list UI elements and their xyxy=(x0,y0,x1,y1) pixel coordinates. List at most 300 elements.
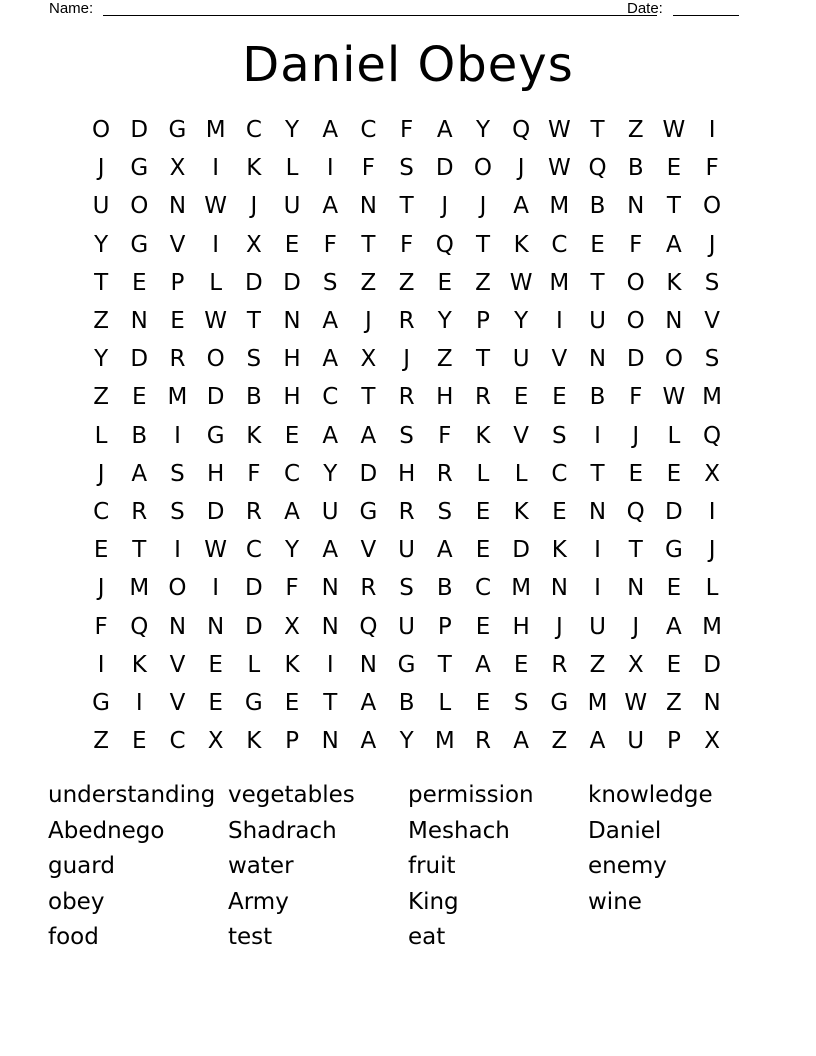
grid-letter: U xyxy=(321,498,339,525)
grid-letter: B xyxy=(245,384,262,411)
grid-letter: E xyxy=(513,651,529,678)
grid-letter: C xyxy=(551,460,568,487)
grid-letter: A xyxy=(360,422,377,449)
grid-letter: I xyxy=(97,651,105,678)
grid-letter: Z xyxy=(360,269,377,296)
grid-letter: U xyxy=(589,613,606,640)
grid-letter: D xyxy=(244,269,263,296)
grid-letter: Z xyxy=(398,269,415,296)
grid-letter: A xyxy=(131,460,148,487)
grid-letter: X xyxy=(284,613,300,640)
grid-letter: R xyxy=(360,575,377,602)
grid-letter: O xyxy=(130,193,149,220)
grid-letter: P xyxy=(285,728,299,755)
grid-letter: E xyxy=(475,537,491,564)
grid-letter: B xyxy=(131,422,148,449)
grid-letter: Y xyxy=(94,231,109,258)
grid-letter: L xyxy=(285,155,299,182)
grid-letter: O xyxy=(703,193,722,220)
grid-letter: E xyxy=(666,460,682,487)
grid-letter: L xyxy=(247,651,261,678)
grid-letter: V xyxy=(169,689,186,716)
grid-letter: E xyxy=(513,384,529,411)
grid-letter: D xyxy=(512,537,531,564)
name-label: Name: xyxy=(49,0,94,17)
grid-letter: R xyxy=(551,651,568,678)
grid-letter: Y xyxy=(323,460,338,487)
grid-letter: T xyxy=(399,193,414,220)
grid-letter: O xyxy=(92,117,111,144)
grid-letter: W xyxy=(204,193,228,220)
grid-letter: A xyxy=(322,193,339,220)
grid-letter: W xyxy=(662,384,686,411)
grid-letter: A xyxy=(666,231,682,258)
grid-letter: X xyxy=(360,346,377,373)
grid-letter: E xyxy=(132,269,147,296)
grid-letter: Q xyxy=(703,422,722,449)
grid-letter: D xyxy=(244,575,263,602)
word-bank-item: vegetables xyxy=(228,782,355,808)
grid-letter: I xyxy=(212,231,220,258)
grid-letter: L xyxy=(438,689,452,716)
grid-letter: E xyxy=(552,384,567,411)
grid-letter: S xyxy=(513,689,529,716)
grid-letter: T xyxy=(590,460,605,487)
grid-letter: T xyxy=(132,537,147,564)
grid-letter: G xyxy=(130,155,149,182)
grid-letter: C xyxy=(93,498,110,525)
word-bank-item: eat xyxy=(408,924,446,950)
grid-letter: M xyxy=(549,269,570,296)
grid-letter: I xyxy=(212,155,220,182)
grid-letter: C xyxy=(360,117,377,144)
grid-letter: J xyxy=(517,155,525,182)
grid-letter: A xyxy=(322,308,339,335)
grid-letter: J xyxy=(441,193,449,220)
word-bank-item: Meshach xyxy=(408,817,510,844)
grid-letter: I xyxy=(708,117,716,144)
grid-letter: M xyxy=(205,117,226,144)
grid-letter: I xyxy=(174,537,181,564)
grid-letter: I xyxy=(326,155,334,182)
grid-letter: D xyxy=(626,346,645,373)
grid-letter: N xyxy=(168,613,187,640)
grid-letter: S xyxy=(704,346,720,373)
grid-letter: J xyxy=(250,193,258,220)
grid-letter: O xyxy=(473,155,493,182)
grid-letter: K xyxy=(131,651,147,678)
grid-letter: B xyxy=(398,689,415,716)
word-bank-item: fruit xyxy=(408,853,456,879)
grid-letter: T xyxy=(246,308,261,335)
grid-letter: U xyxy=(92,193,110,220)
grid-letter: E xyxy=(93,537,109,564)
grid-letter: Q xyxy=(626,498,645,525)
grid-letter: D xyxy=(703,651,721,678)
grid-letter: N xyxy=(321,613,339,640)
grid-letter: O xyxy=(626,308,645,335)
grid-letter: N xyxy=(550,575,568,602)
grid-letter: R xyxy=(436,460,453,487)
grid-letter: T xyxy=(666,193,681,220)
grid-letter: C xyxy=(322,384,339,411)
grid-letter: Q xyxy=(588,155,607,182)
grid-letter: R xyxy=(169,346,186,373)
grid-letter: F xyxy=(247,460,261,487)
grid-letter: Y xyxy=(285,537,300,564)
grid-letter: F xyxy=(705,155,719,182)
grid-letter: M xyxy=(587,689,608,716)
grid-letter: H xyxy=(512,613,530,640)
grid-letter: Q xyxy=(512,117,531,144)
grid-letter: X xyxy=(704,460,720,487)
grid-letter: W xyxy=(547,117,571,144)
grid-letter: A xyxy=(322,422,339,449)
grid-letter: G xyxy=(664,537,683,564)
grid-letter: G xyxy=(550,689,569,716)
grid-letter: S xyxy=(704,269,720,296)
grid-letter: N xyxy=(207,613,225,640)
grid-letter: Q xyxy=(130,613,149,640)
grid-letter: K xyxy=(513,498,529,525)
grid-letter: Z xyxy=(93,384,109,411)
grid-letter: A xyxy=(436,117,453,144)
grid-letter: N xyxy=(359,193,378,220)
grid-letter: K xyxy=(246,728,262,755)
grid-letter: L xyxy=(94,422,108,449)
grid-letter: X xyxy=(207,728,224,755)
grid-letter: R xyxy=(474,384,491,411)
grid-letter: U xyxy=(398,537,416,564)
grid-letter: J xyxy=(632,613,640,640)
grid-letter: E xyxy=(552,498,567,525)
grid-letter: E xyxy=(208,651,223,678)
word-bank-item: knowledge xyxy=(588,782,713,808)
grid-letter: N xyxy=(588,346,607,373)
grid-letter: A xyxy=(589,728,606,755)
grid-letter: J xyxy=(708,231,716,258)
grid-letter: Y xyxy=(437,308,452,335)
header-row xyxy=(49,0,749,18)
grid-letter: E xyxy=(475,498,491,525)
grid-letter: C xyxy=(474,575,491,602)
grid-letter: A xyxy=(322,346,339,373)
grid-letter: W xyxy=(509,269,533,296)
grid-letter: S xyxy=(246,346,262,373)
grid-letter: A xyxy=(666,613,682,640)
grid-letter: N xyxy=(321,728,339,755)
grid-letter: G xyxy=(206,422,225,449)
grid-letter: E xyxy=(284,231,300,258)
grid-letter: T xyxy=(628,537,643,564)
grid-letter: H xyxy=(397,460,416,487)
grid-letter: M xyxy=(167,384,188,411)
grid-letter: Q xyxy=(359,613,378,640)
grid-letter: I xyxy=(555,308,563,335)
grid-letter: B xyxy=(436,575,453,602)
grid-letter: T xyxy=(437,651,452,678)
grid-letter: U xyxy=(283,193,301,220)
grid-letter: I xyxy=(594,422,601,449)
grid-letter: N xyxy=(130,308,148,335)
grid-letter: P xyxy=(170,269,185,296)
word-bank-item: Daniel xyxy=(588,817,662,844)
grid-letter: E xyxy=(590,231,605,258)
grid-letter: N xyxy=(665,308,683,335)
grid-letter: N xyxy=(359,651,378,678)
grid-letter: J xyxy=(97,155,105,182)
grid-letter: C xyxy=(245,537,262,564)
grid-letter: E xyxy=(666,155,682,182)
grid-letter: L xyxy=(209,269,223,296)
grid-letter: Y xyxy=(399,728,414,755)
grid-letter: E xyxy=(475,613,491,640)
grid-letter: X xyxy=(169,155,186,182)
grid-letter: V xyxy=(169,231,186,258)
grid-letter: E xyxy=(132,728,147,755)
grid-letter: S xyxy=(170,460,185,487)
word-bank-item: Shadrach xyxy=(228,817,337,844)
grid-letter: V xyxy=(704,308,720,335)
grid-letter: J xyxy=(555,613,563,640)
grid-letter: K xyxy=(551,537,567,564)
grid-letter: Z xyxy=(551,728,568,755)
word-bank-item: enemy xyxy=(588,853,667,879)
page-title: Daniel Obeys xyxy=(242,37,574,93)
grid-letter: Z xyxy=(436,346,453,373)
grid-letter: G xyxy=(359,498,378,525)
grid-letter: L xyxy=(705,575,719,602)
word-bank-item: King xyxy=(408,888,459,915)
grid-letter: R xyxy=(474,728,491,755)
grid-letter: C xyxy=(551,231,568,258)
grid-letter: H xyxy=(283,346,301,373)
grid-letter: X xyxy=(704,728,720,755)
grid-letter: N xyxy=(321,575,339,602)
grid-letter: Z xyxy=(589,651,606,678)
word-bank-item: guard xyxy=(48,853,115,879)
grid-letter: S xyxy=(552,422,567,449)
grid-letter: X xyxy=(627,651,644,678)
grid-letter: Z xyxy=(93,308,109,335)
grid-letter: K xyxy=(246,422,262,449)
grid-letter: L xyxy=(476,460,490,487)
grid-letter: G xyxy=(244,689,263,716)
grid-letter: W xyxy=(204,537,228,564)
grid-letter: D xyxy=(665,498,683,525)
grid-letter: K xyxy=(475,422,491,449)
grid-letter: J xyxy=(365,308,372,335)
grid-letter: N xyxy=(627,193,645,220)
grid-letter: F xyxy=(629,384,643,411)
grid-letter: E xyxy=(437,269,453,296)
grid-letter: A xyxy=(360,689,377,716)
grid-letter: B xyxy=(627,155,644,182)
word-bank-item: water xyxy=(228,853,294,879)
grid-letter: F xyxy=(438,422,452,449)
grid-letter: R xyxy=(398,384,415,411)
grid-letter: E xyxy=(475,689,491,716)
grid-letter: A xyxy=(475,651,491,678)
word-bank-item: test xyxy=(228,924,273,950)
grid-letter: S xyxy=(322,269,338,296)
grid-letter: V xyxy=(169,651,186,678)
grid-letter: D xyxy=(359,460,378,487)
grid-letter: E xyxy=(208,689,223,716)
grid-letter: N xyxy=(168,193,187,220)
grid-letter: P xyxy=(476,308,490,335)
grid-letter: W xyxy=(624,689,648,716)
grid-letter: M xyxy=(549,193,570,220)
grid-letter: B xyxy=(589,193,606,220)
grid-letter: U xyxy=(512,346,530,373)
date-field[interactable] xyxy=(673,15,739,16)
grid-letter: I xyxy=(212,575,220,602)
grid-letter: P xyxy=(437,613,452,640)
grid-letter: M xyxy=(434,728,455,755)
grid-letter: S xyxy=(399,422,414,449)
grid-letter: J xyxy=(97,575,105,602)
grid-letter: F xyxy=(94,613,108,640)
date-label: Date: xyxy=(627,0,663,17)
grid-letter: W xyxy=(204,308,228,335)
grid-letter: J xyxy=(403,346,410,373)
grid-letter: T xyxy=(475,231,490,258)
grid-letter: N xyxy=(627,575,645,602)
grid-letter: L xyxy=(514,460,528,487)
word-bank-item: wine xyxy=(588,888,642,915)
grid-letter: M xyxy=(702,613,723,640)
grid-letter: W xyxy=(547,155,571,182)
grid-letter: F xyxy=(629,231,643,258)
grid-letter: F xyxy=(361,155,376,182)
grid-letter: E xyxy=(666,651,682,678)
grid-letter: O xyxy=(206,346,225,373)
grid-letter: D xyxy=(435,155,454,182)
grid-letter: T xyxy=(94,269,109,296)
grid-letter: F xyxy=(399,117,414,144)
grid-letter: A xyxy=(513,193,530,220)
grid-letter: Y xyxy=(285,117,300,144)
word-bank-item: obey xyxy=(48,888,105,915)
grid-letter: R xyxy=(245,498,262,525)
name-field[interactable] xyxy=(103,15,657,16)
grid-letter: Q xyxy=(435,231,454,258)
word-bank-item: Army xyxy=(228,888,289,915)
grid-letter: U xyxy=(589,308,606,335)
grid-letter: I xyxy=(174,422,181,449)
grid-letter: I xyxy=(708,498,716,525)
grid-letter: I xyxy=(594,537,601,564)
grid-letter: V xyxy=(513,422,530,449)
grid-letter: T xyxy=(361,231,376,258)
grid-letter: O xyxy=(664,346,683,373)
grid-letter: L xyxy=(667,422,681,449)
grid-letter: G xyxy=(92,689,110,716)
grid-letter: Z xyxy=(627,117,644,144)
grid-letter: F xyxy=(323,231,337,258)
grid-letter: E xyxy=(132,384,147,411)
grid-letter: Y xyxy=(514,308,529,335)
grid-letter: J xyxy=(708,537,716,564)
grid-letter: I xyxy=(135,689,143,716)
grid-letter: C xyxy=(169,728,186,755)
grid-letter: G xyxy=(130,231,149,258)
grid-letter: R xyxy=(131,498,148,525)
word-bank-item: understanding xyxy=(48,782,216,808)
grid-letter: P xyxy=(666,728,681,755)
word-bank-item: food xyxy=(48,924,99,950)
grid-letter: D xyxy=(283,269,301,296)
grid-letter: J xyxy=(632,422,640,449)
grid-letter: M xyxy=(702,384,723,411)
grid-letter: N xyxy=(283,308,301,335)
grid-letter: M xyxy=(511,575,532,602)
grid-letter: V xyxy=(551,346,568,373)
grid-letter: K xyxy=(246,155,262,182)
grid-letter: U xyxy=(627,728,645,755)
grid-letter: B xyxy=(589,384,606,411)
grid-letter: H xyxy=(207,460,225,487)
grid-letter: A xyxy=(284,498,300,525)
grid-letter: Z xyxy=(666,689,682,716)
grid-letter: N xyxy=(703,689,721,716)
grid-letter: W xyxy=(662,117,686,144)
word-bank xyxy=(48,778,768,956)
grid-letter: A xyxy=(322,117,339,144)
grid-letter: R xyxy=(398,498,415,525)
grid-letter: F xyxy=(399,231,414,258)
grid-letter: J xyxy=(479,193,487,220)
grid-letter: A xyxy=(436,537,453,564)
grid-letter: S xyxy=(399,575,414,602)
grid-letter: U xyxy=(398,613,416,640)
word-bank-item: Abednego xyxy=(48,817,165,844)
grid-letter: D xyxy=(244,613,263,640)
grid-letter: E xyxy=(628,460,643,487)
grid-letter: X xyxy=(245,231,262,258)
grid-letter: H xyxy=(436,384,454,411)
grid-letter: A xyxy=(322,537,339,564)
grid-letter: F xyxy=(285,575,299,602)
grid-letter: D xyxy=(130,117,149,144)
grid-letter: A xyxy=(513,728,530,755)
puzzle-grid xyxy=(82,111,732,760)
grid-letter: T xyxy=(590,117,605,144)
grid-letter: Z xyxy=(475,269,491,296)
grid-letter: S xyxy=(437,498,453,525)
grid-letter: T xyxy=(323,689,338,716)
grid-letter: Y xyxy=(94,346,109,373)
grid-letter: D xyxy=(206,498,225,525)
grid-letter: K xyxy=(284,651,300,678)
grid-letter: E xyxy=(666,575,682,602)
grid-letter: A xyxy=(360,728,377,755)
grid-letter: V xyxy=(360,537,377,564)
grid-letter: Y xyxy=(475,117,490,144)
grid-letter: S xyxy=(399,155,414,182)
grid-letter: Z xyxy=(93,728,109,755)
grid-letter: J xyxy=(97,460,105,487)
grid-letter: T xyxy=(475,346,490,373)
grid-letter: K xyxy=(513,231,529,258)
grid-letter: C xyxy=(245,117,262,144)
grid-letter: M xyxy=(129,575,150,602)
grid-letter: I xyxy=(326,651,334,678)
grid-letter: S xyxy=(170,498,185,525)
grid-letter: O xyxy=(626,269,645,296)
grid-letter: N xyxy=(588,498,607,525)
